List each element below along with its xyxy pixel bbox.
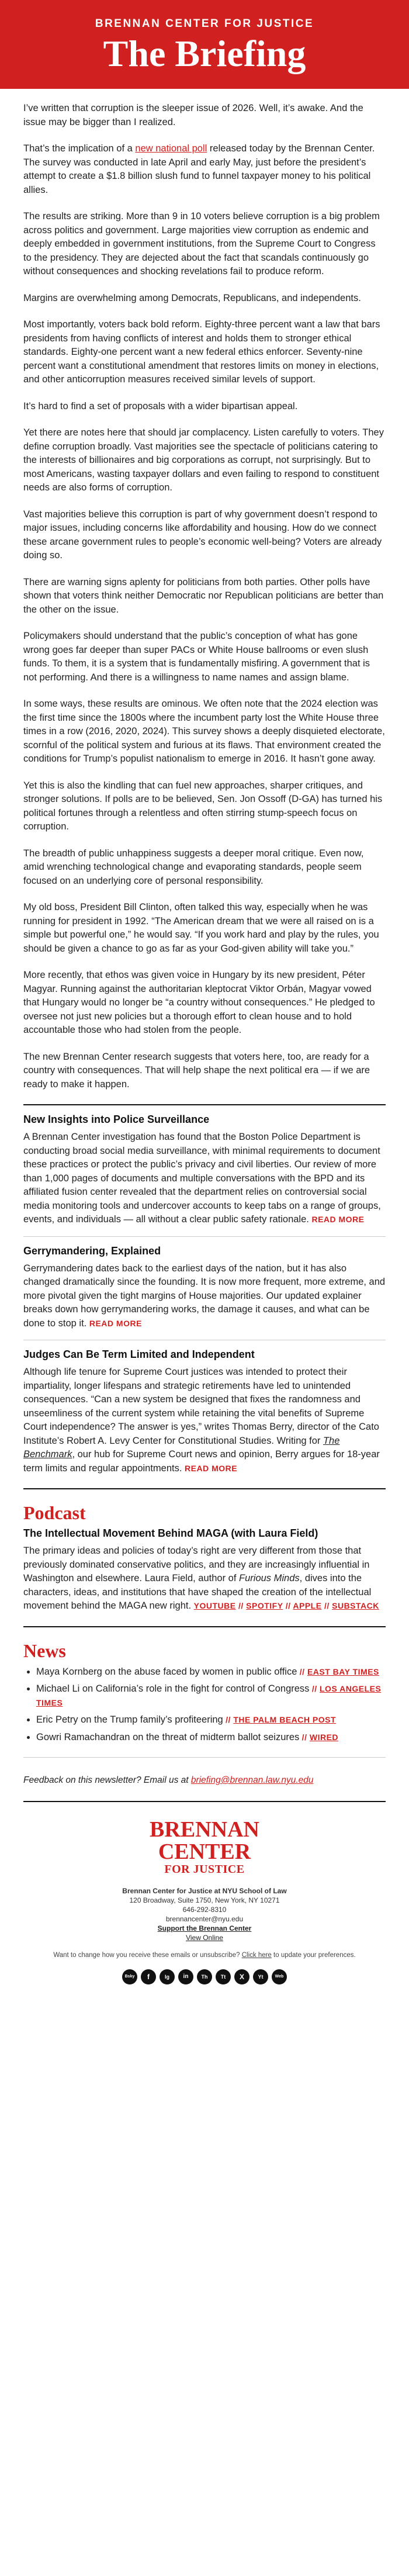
news-item bbox=[36, 1665, 386, 1679]
article-body-text: Although life tenure for Supreme Court justices was intended to protect their impartiality, longer lifespans and strategic retirements have led to unintended consequences. “Can a new system be designed that fixes the randomness and unseemliness of the current system while retaining the vital benefits of Supreme Court independence? The answer is yes,” writes Thomas Berry, director of the Cato Institute’s Robert A. Levy Center for Constitutional Studies. Writing for bbox=[23, 1367, 379, 1446]
podcast-heading: Podcast bbox=[23, 1502, 86, 1523]
intro-paragraph-10: Policymakers should understand that the public’s conception of what has gone wrong goes far deeper than super PACs or White House ballrooms or even slush funds. To them, it is a system that is fundamentally misfiring. A government that is not performing. And there is a willingness to name names and assign blame. bbox=[23, 631, 370, 683]
article-title: New Insights into Police Surveillance bbox=[23, 1114, 210, 1125]
feedback-email-link[interactable]: briefing@brennan.law.nyu.edu bbox=[190, 1775, 314, 1785]
logo-line: BRENNAN bbox=[150, 1817, 259, 1842]
article-body-text: Gerrymandering dates back to the earliest days of the nation, but it has also changed dramatically since the founding. It is now more frequent, more extreme, and more pivotal given the tight margins of House majorities. Our updated explainer breaks down how gerrymandering works, the damage it causes, and what can be done to stop it. bbox=[23, 1263, 386, 1329]
footer-address-line: 120 Broadway, Suite 1750, New York, NY 10271 bbox=[129, 1896, 280, 1904]
section-divider bbox=[23, 1626, 386, 1627]
intro-paragraph-16: The new Brennan Center research suggests that voters here, too, are ready for a country with consequences. That will help shape the next political era — if we are ready to make it happen. bbox=[23, 1051, 370, 1090]
preferences-line bbox=[23, 1952, 386, 1959]
intro-paragraph-4: Margins are overwhelming among Democrats, Republicans, and independents. bbox=[23, 292, 361, 303]
section-divider bbox=[23, 1104, 386, 1105]
news-item bbox=[36, 1731, 386, 1745]
spotify-link[interactable]: SPOTIFY bbox=[246, 1601, 283, 1610]
p2-text-before: That’s the implication of a bbox=[23, 143, 136, 154]
intro-paragraph-12: Yet this is also the kindling that can fuel new approaches, sharper critiques, and stronger solutions. If polls are to be believed, Sen. Jon Ossoff (D-GA) has turned his political fortunes through a relentless and often stirring stump-speech focus on corruption. bbox=[23, 780, 383, 832]
benchmark-link[interactable]: The Benchmark bbox=[23, 1435, 340, 1460]
support-link[interactable]: Support the Brennan Center bbox=[157, 1924, 252, 1932]
podcast-title: The Intellectual Movement Behind MAGA (with Laura Field) bbox=[23, 1527, 318, 1539]
podcast-section bbox=[23, 1502, 386, 1613]
feedback-text: Feedback on this newsletter? Email us at bbox=[23, 1775, 191, 1785]
intro-paragraph-6: It’s hard to find a set of proposals with a wider bipartisan appeal. bbox=[23, 400, 298, 412]
article-body-text: A Brennan Center investigation has found that the Boston Police Department is conducting broad social media surveillance, with minimal requirements to document these practices or protect the public’s privacy and civil liberties. Our review of more than 1,000 pages of documents and multiple conversations with the BPD and its affiliated fusion center revealed that the department relies on controversial social media monitoring tools and undercover accounts to keep tabs on a range of groups, events, and individuals — all without a clear public safety rationale. bbox=[23, 1132, 381, 1225]
news-item bbox=[36, 1682, 386, 1710]
news-item-text: Maya Kornberg on the abuse faced by women in public office bbox=[36, 1666, 297, 1677]
news-outlet-link[interactable]: LOS ANGELES TIMES bbox=[36, 1684, 382, 1707]
intro-paragraph-14: My old boss, President Bill Clinton, often talked this way, especially when he was running for president in 1992. “The American dream that we were all raised on is a simple but powerful one,” he would say. “If you work hard and play by the rules, you should be given a chance to go as far as your God-given ability will take you.” bbox=[23, 902, 379, 954]
youtube-icon[interactable]: Yt bbox=[253, 1969, 268, 1984]
intro-paragraph-11: In some ways, these results are ominous. We often note that the 2024 election was the first time since the 1800s where the incumbent party lost the White House three times in a row (2016, 2020, 2024). This survey shows a deeply disquieted electorate, scornful of the political system and furious at its flaws. That environment created the conditions for Trump’s populist nationalism to emerge in 2016. It hasn’t gone away. bbox=[23, 699, 385, 764]
feedback-line bbox=[23, 1775, 386, 1786]
x-icon[interactable]: X bbox=[234, 1969, 249, 1984]
preferences-link[interactable]: Click here bbox=[241, 1952, 272, 1959]
news-outlet-link[interactable]: EAST BAY TIMES bbox=[307, 1666, 379, 1676]
news-item bbox=[36, 1713, 386, 1727]
poll-link[interactable]: new national poll bbox=[135, 143, 207, 154]
social-icons bbox=[23, 1969, 386, 1984]
news-section bbox=[23, 1640, 386, 1745]
podcast-body-text: , dives into the characters, ideas, and institutions that have shaped the creation of the intellectual movement behind the MAGA new right. bbox=[23, 1573, 372, 1611]
article-title: Gerrymandering, Explained bbox=[23, 1244, 161, 1257]
article-police-surveillance bbox=[23, 1114, 386, 1227]
news-item-text: Gowri Ramachandran on the threat of midterm ballot seizures bbox=[36, 1731, 300, 1742]
linkedin-icon[interactable]: in bbox=[178, 1969, 193, 1984]
p2-text-after: released today by the Brennan Center. The survey was conducted in late April and early May, just before the president’s attempt to create a $1.8 billion slush fund to funnel taxpayer money to his political allies. bbox=[23, 143, 375, 195]
logo-line: CENTER bbox=[158, 1839, 251, 1864]
bluesky-icon[interactable]: Bsky bbox=[122, 1969, 137, 1984]
threads-icon[interactable]: Th bbox=[197, 1969, 212, 1984]
link-separator: // bbox=[297, 1666, 307, 1676]
news-outlet-link[interactable]: WIRED bbox=[309, 1732, 339, 1742]
article-divider bbox=[23, 1236, 386, 1237]
intro-paragraph-5: Most importantly, voters back bold reform. Eighty-three percent want a law that bars presidents from having conflicts of interest and holds them to stronger ethical standards. Eighty-one percent want a new federal ethics enforcer. Seventy-nine percent want a constitutional amendment that restores limits on money in elections, and other anticorruption measures received similar levels of support. bbox=[23, 319, 380, 385]
article-title: Judges Can Be Term Limited and Independent bbox=[23, 1348, 255, 1360]
news-heading: News bbox=[23, 1640, 66, 1661]
main-content bbox=[23, 89, 386, 1996]
intro-paragraph-2 bbox=[23, 142, 386, 197]
intro-paragraph-13: The breadth of public unhappiness suggests a deeper moral critique. Even now, amid wrenching technological change and evaporating standards, people seem focused on an underlying core of personal responsibility. bbox=[23, 848, 364, 886]
footer-email: brennancenter@nyu.edu bbox=[165, 1915, 244, 1923]
article-body-text: , our hub for Supreme Court news and opinion, Berry argues for 18-year term limits and regular appointments. bbox=[23, 1449, 380, 1474]
footer bbox=[23, 1802, 386, 1996]
intro-paragraph-8: Vast majorities believe this corruption is part of why government doesn’t respond to major issues, including concerns like affordability and housing. How do we connect these arcane government rules to people’s economic well-being? Voters are already doing so. bbox=[23, 509, 382, 561]
intro-paragraph-7: Yet there are notes here that should jar complacency. Listen carefully to voters. They define corruption broadly. Vast majorities see the spectacle of politicians catering to the interests of billionaires and big corporations as corrupt, not surprisingly. But to most Americans, wasting taxpayer dollars and even failing to respond to constituent needs are also forms of corruption. bbox=[23, 427, 384, 493]
link-separator: // bbox=[223, 1715, 234, 1724]
article-body bbox=[23, 1365, 386, 1475]
footer-org-line: Brennan Center for Justice at NYU School of Law bbox=[122, 1887, 287, 1895]
section-divider bbox=[23, 1757, 386, 1758]
podcast-body-text: The primary ideas and policies of today’s right are very different from those that previously dominated conservative politics, and they are increasingly influential in Washington and elsewhere. Laura Field, author of bbox=[23, 1545, 370, 1583]
substack-link[interactable]: SUBSTACK bbox=[332, 1601, 379, 1610]
pref-text: Want to change how you receive these emails or unsubscribe? bbox=[53, 1952, 242, 1959]
read-more-link[interactable]: READ MORE bbox=[89, 1318, 142, 1328]
article-term-limits bbox=[23, 1348, 386, 1475]
newsletter-title: The Briefing bbox=[103, 33, 306, 74]
pref-text: to update your preferences. bbox=[271, 1952, 356, 1959]
news-list bbox=[23, 1665, 386, 1745]
intro-paragraph-3: The results are striking. More than 9 in 10 voters believe corruption is a big problem across politics and government. Large majorities view corruption as endemic and deeply embedded in government institutions, from the Supreme Court to Congress to the presidency. They are dejected about the fact that scandals continuously go without consequences and shocking revelations fail to produce reform. bbox=[23, 211, 380, 276]
intro-paragraph-15: More recently, that ethos was given voice in Hungary by its new president, Péter Magyar. Running against the authoritarian kleptocrat Viktor Orbán, Magyar vowed that Hungary would no longer be “a country without consequences.” He pledged to oversee not just new policies but a thorough effort to clean house and to hold accountable those who had stolen from the people. bbox=[23, 970, 375, 1035]
section-divider bbox=[23, 1488, 386, 1489]
book-title: Furious Minds bbox=[239, 1573, 300, 1583]
footer-phone: 646-292-8310 bbox=[182, 1906, 227, 1914]
youtube-link[interactable]: YOUTUBE bbox=[193, 1601, 236, 1610]
logo-line: FOR JUSTICE bbox=[164, 1863, 245, 1876]
news-outlet-link[interactable]: THE PALM BEACH POST bbox=[233, 1715, 337, 1724]
article-body bbox=[23, 1130, 386, 1227]
brennan-logo bbox=[23, 1818, 386, 1876]
tiktok-icon[interactable]: Tt bbox=[216, 1969, 231, 1984]
footer-address bbox=[23, 1886, 386, 1942]
intro-paragraph-9: There are warning signs aplenty for politicians from both parties. Other polls have shown that voters think neither Democratic nor Republican politicians are better than the other on the issue. bbox=[23, 576, 384, 615]
link-separator: // bbox=[299, 1732, 310, 1742]
link-separator: // bbox=[283, 1601, 293, 1610]
article-body bbox=[23, 1262, 386, 1331]
instagram-icon[interactable]: Ig bbox=[160, 1969, 175, 1984]
org-name: BRENNAN CENTER FOR JUSTICE bbox=[95, 18, 314, 30]
news-item-text: Michael Li on California’s role in the fight for control of Congress bbox=[36, 1683, 310, 1694]
link-separator: // bbox=[321, 1601, 332, 1610]
article-gerrymandering bbox=[23, 1245, 386, 1331]
website-icon[interactable]: Web bbox=[272, 1969, 287, 1984]
podcast-body bbox=[23, 1544, 386, 1613]
read-more-link[interactable]: READ MORE bbox=[185, 1463, 238, 1473]
link-separator: // bbox=[309, 1684, 320, 1693]
header-banner bbox=[0, 0, 409, 89]
view-online-link[interactable]: View Online bbox=[186, 1934, 223, 1942]
intro-paragraph-1: I’ve written that corruption is the sleeper issue of 2026. Well, it’s awake. And the issue may be bigger than I realized. bbox=[23, 103, 363, 127]
facebook-icon[interactable]: f bbox=[141, 1969, 156, 1984]
apple-link[interactable]: APPLE bbox=[293, 1601, 322, 1610]
read-more-link[interactable]: READ MORE bbox=[311, 1215, 365, 1224]
link-separator: // bbox=[235, 1601, 247, 1610]
news-item-text: Eric Petry on the Trump family’s profiteering bbox=[36, 1714, 223, 1725]
